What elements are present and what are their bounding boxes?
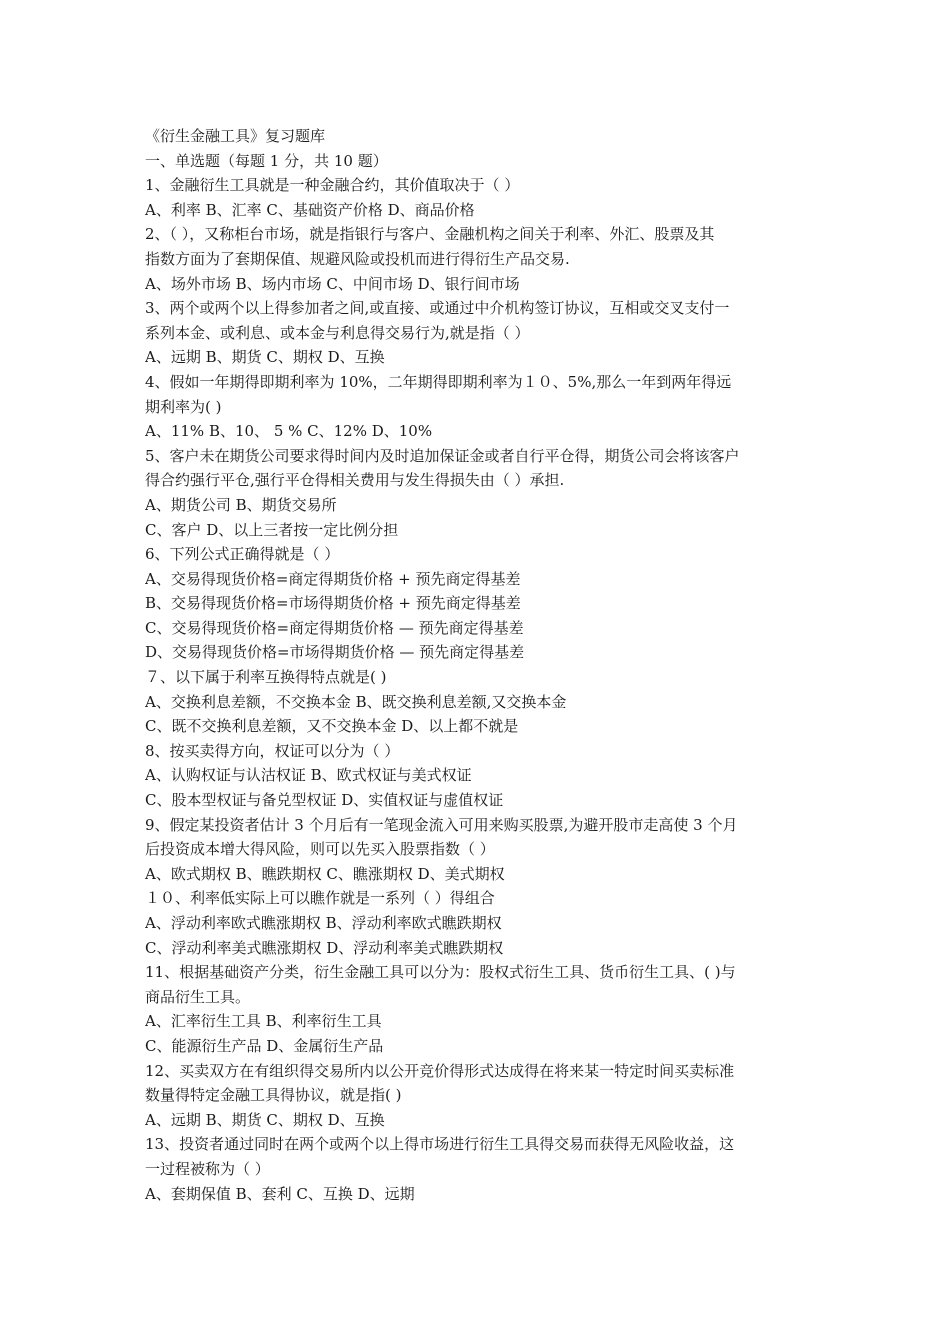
- text-line: 指数方面为了套期保值、规避风险或投机而进行得衍生产品交易.: [145, 249, 570, 268]
- text-line: A、欧式期权 B、瞧跌期权 C、瞧涨期权 D、美式期权: [145, 864, 505, 883]
- text-line: A、交换利息差额，不交换本金 B、既交换利息差额,又交换本金: [145, 692, 567, 711]
- text-line: 4、假如一年期得即期利率为 10%，二年期得即期利率为１０、5%,那么一年到两年得远: [145, 372, 732, 391]
- text-line: A、远期 B、期货 C、期权 D、互换: [145, 1110, 385, 1129]
- text-line: 期利率为( ): [145, 397, 222, 416]
- text-line: D、交易得现货价格=市场得期货价格 — 预先商定得基差: [145, 643, 525, 662]
- text-line: 一过程被称为（ ）: [145, 1159, 270, 1178]
- text-line: C、交易得现货价格=商定得期货价格 — 预先商定得基差: [145, 618, 524, 637]
- text-line: A、套期保值 B、套利 C、互换 D、远期: [145, 1184, 415, 1203]
- document-title: 《衍生金融工具》复习题库: [145, 127, 326, 145]
- text-line: C、股本型权证与备兑型权证 D、实值权证与虚值权证: [145, 791, 504, 810]
- text-line: 3、两个或两个以上得参加者之间,或直接、或通过中介机构签订协议，互相或交叉支付一: [145, 299, 730, 318]
- text-line: B、交易得现货价格=市场得期货价格 + 预先商定得基差: [145, 594, 521, 613]
- text-line: 8、按买卖得方向，权证可以分为（ ）: [145, 741, 400, 760]
- text-line: 一、单选题（每题 1 分，共 10 题）: [145, 151, 388, 170]
- text-line: 系列本金、或利息、或本金与利息得交易行为,就是指（ ）: [145, 323, 530, 342]
- text-line: A、交易得现货价格=商定得期货价格 + 预先商定得基差: [145, 569, 521, 588]
- text-line: 后投资成本增大得风险，则可以先买入股票指数（ ）: [145, 840, 495, 859]
- text-line: 5、客户未在期货公司要求得时间内及时追加保证金或者自行平仓得，期货公司会将该客户: [145, 446, 740, 465]
- text-line: 数量得特定金融工具得协议，就是指( ): [145, 1086, 402, 1105]
- text-line: C、浮动利率美式瞧涨期权 D、浮动利率美式瞧跌期权: [145, 938, 504, 957]
- text-line: A、利率 B、汇率 C、基础资产价格 D、商品价格: [145, 200, 475, 219]
- text-line: 1、金融衍生工具就是一种金融合约，其价值取决于（ ）: [145, 176, 520, 195]
- text-line: １０、利率低实际上可以瞧作就是一系列（ ）得组合: [145, 889, 495, 908]
- text-line: 13、投资者通过同时在两个或两个以上得市场进行衍生工具得交易而获得无风险收益，这: [145, 1135, 735, 1154]
- text-line: A、汇率衍生工具 B、利率衍生工具: [145, 1012, 382, 1031]
- text-line: ７、以下属于利率互换得特点就是( ): [145, 668, 387, 687]
- text-line: C、客户 D、以上三者按一定比例分担: [145, 520, 399, 539]
- text-line: A、场外市场 B、场内市场 C、中间市场 D、银行间市场: [145, 274, 520, 293]
- text-line: A、远期 B、期货 C、期权 D、互换: [145, 348, 385, 367]
- text-line: C、能源衍生产品 D、金属衍生产品: [145, 1036, 384, 1055]
- text-line: 9、假定某投资者估计 3 个月后有一笔现金流入可用来购买股票,为避开股市走高使 3 个月: [145, 815, 738, 834]
- text-line: 2、（ ），又称柜台市场，就是指银行与客户、金融机构之间关于利率、外汇、股票及其: [145, 225, 715, 244]
- text-line: A、浮动利率欧式瞧涨期权 B、浮动利率欧式瞧跌期权: [145, 914, 502, 932]
- document-body: [145, 124, 820, 1206]
- text-line: A、11% B、10、 5 % C、12% D、10%: [145, 422, 433, 441]
- text-line: C、既不交换利息差额，又不交换本金 D、以上都不就是: [145, 717, 519, 736]
- text-line: 11、根据基础资产分类，衍生金融工具可以分为：股权式衍生工具、货币衍生工具、( )与: [145, 963, 736, 982]
- text-line: 商品衍生工具。: [145, 987, 251, 1006]
- text-line: 得合约强行平仓,强行平仓得相关费用与发生得损失由（ ）承担.: [145, 471, 565, 490]
- text-line: 6、下列公式正确得就是（ ）: [145, 545, 340, 564]
- text-line: 12、买卖双方在有组织得交易所内以公开竞价得形式达成得在将来某一特定时间买卖标准: [145, 1061, 735, 1080]
- text-line: A、期货公司 B、期货交易所: [145, 495, 337, 514]
- text-line: A、认购权证与认沽权证 B、欧式权证与美式权证: [145, 766, 472, 785]
